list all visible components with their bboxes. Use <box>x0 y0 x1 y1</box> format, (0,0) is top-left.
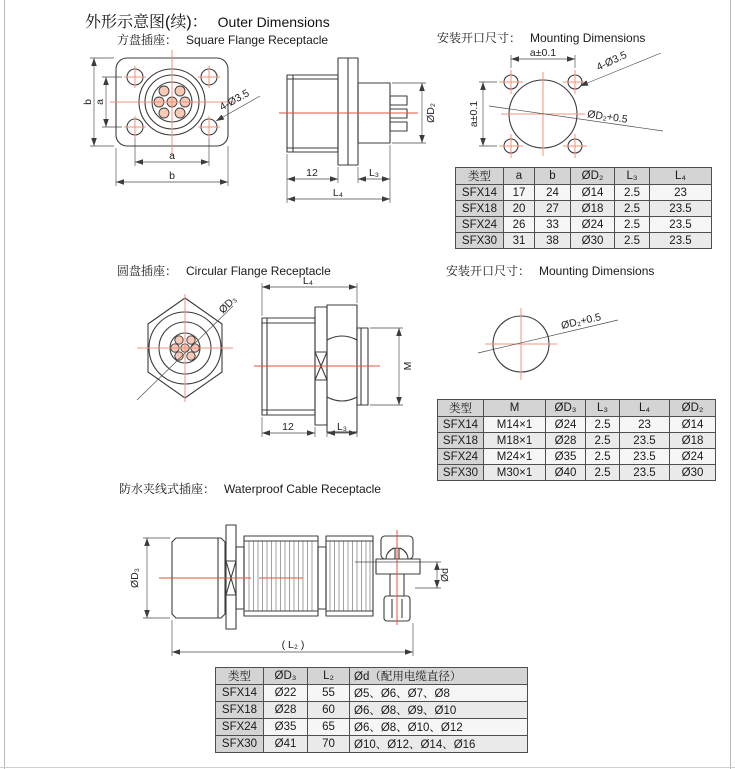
column-header: L₃ <box>586 400 620 417</box>
page-bottom-border <box>0 767 735 768</box>
table-cell: M30×1 <box>484 465 546 481</box>
table-cell: Ø28 <box>264 702 308 719</box>
row-header-cell: SFX24 <box>216 719 264 736</box>
dim-label-a-top: a±0.1 <box>529 47 557 59</box>
table-cell: 23.5 <box>650 217 712 233</box>
dim-label-a-bottom: a <box>169 150 175 162</box>
mounting1-label-en: Mounting Dimensions <box>530 31 646 45</box>
table-cell: 2.5 <box>615 201 650 217</box>
table-cell: 38 <box>535 233 571 249</box>
dim-label-l3: L₃ <box>336 421 348 433</box>
table-cell: Ø35 <box>264 719 308 736</box>
dim-label-mounting-holes: 4-Ø3.5 <box>217 87 252 114</box>
table-row <box>456 233 712 249</box>
square-flange-label <box>117 31 328 48</box>
row-header-cell: SFX18 <box>438 433 484 449</box>
mounting2-label-zh: 安装开口尺寸： <box>446 264 531 278</box>
centerlines <box>485 308 557 380</box>
dim-label-d2: ØD₂+0.5 <box>559 311 603 332</box>
column-header: L₂ <box>308 668 350 685</box>
table-row <box>456 217 712 233</box>
table-cell: 2.5 <box>586 433 620 449</box>
row-header-cell: SFX18 <box>216 702 264 719</box>
column-header: ØD₃ <box>264 668 308 685</box>
table-cell: Ø28 <box>546 433 586 449</box>
table-cell: 23.5 <box>650 233 712 249</box>
dim-label-d2: ØD₂+0.5 <box>586 108 629 126</box>
square-flange-label-zh: 方盘插座： <box>117 33 178 47</box>
square-flange-label-en: Square Flange Receptacle <box>186 33 329 47</box>
table-cell: Ø22 <box>264 685 308 702</box>
row-header-cell: SFX30 <box>438 465 484 481</box>
page-title-en: Outer Dimensions <box>217 14 330 30</box>
row-header-cell: SFX18 <box>456 201 504 217</box>
table-cell: 23 <box>620 417 670 433</box>
row-header-cell: SFX30 <box>456 233 504 249</box>
table-cell: 20 <box>504 201 535 217</box>
dim-label-d2: ØD₂ <box>425 103 437 123</box>
column-header: Ød（配用电缆直径） <box>350 668 528 685</box>
dim-label-l3: L₃ <box>368 167 380 179</box>
table-cell: M14×1 <box>484 417 546 433</box>
table-cell: Ø35 <box>546 449 586 465</box>
column-header: b <box>535 168 571 185</box>
waterproof-label-zh: 防水夹线式插座： <box>119 482 216 496</box>
page-right-border <box>730 0 731 769</box>
column-header: ØD₂ <box>670 400 716 417</box>
row-header-cell: SFX14 <box>438 417 484 433</box>
table-cell: 27 <box>535 201 571 217</box>
table-cell: Ø18 <box>670 433 716 449</box>
table-cell: Ø14 <box>670 417 716 433</box>
mounting1-label <box>437 29 645 46</box>
table-cell: M18×1 <box>484 433 546 449</box>
dim-label-a-left: a±0.1 <box>468 100 480 128</box>
table-cell: Ø30 <box>571 233 615 249</box>
column-header: 类型 <box>216 668 264 685</box>
dim-label-a-left: a <box>94 99 106 105</box>
table-cell: Ø24 <box>546 417 586 433</box>
column-header: L₃ <box>615 168 650 185</box>
table-cell: Ø5、Ø6、Ø7、Ø8 <box>350 685 528 702</box>
table-cell: 2.5 <box>615 185 650 201</box>
table-cell: 33 <box>535 217 571 233</box>
table-cell: 2.5 <box>615 233 650 249</box>
mounting1-label-zh: 安装开口尺寸： <box>437 31 522 45</box>
dim-label-d3: ØD₃ <box>129 567 141 589</box>
table-row <box>456 201 712 217</box>
table-header-row <box>216 668 528 685</box>
mounting2-label <box>446 262 654 279</box>
circular-flange-front-drawing <box>133 286 258 414</box>
column-header: ØD₃ <box>546 400 586 417</box>
square-flange-side-drawing <box>272 50 460 220</box>
table-cell: 17 <box>504 185 535 201</box>
knurling <box>249 541 370 611</box>
waterproof-cable-drawing <box>123 503 458 668</box>
row-header-cell: SFX14 <box>216 685 264 702</box>
table-cell: 60 <box>308 702 350 719</box>
dim-label-mounting-holes: 4-Ø3.5 <box>594 49 629 74</box>
table-cell: 55 <box>308 685 350 702</box>
dim-label-l4: L₄ <box>302 275 314 287</box>
waterproof-label <box>119 480 381 497</box>
table-cell: 23 <box>650 185 712 201</box>
table-cell: 26 <box>504 217 535 233</box>
table-cell: 24 <box>535 185 571 201</box>
table-cell: Ø30 <box>670 465 716 481</box>
dim-label-d3: ØD₃ <box>216 293 240 317</box>
dim-label-b-bottom: b <box>169 170 175 182</box>
circular-mounting-table <box>437 399 716 481</box>
page-title <box>85 9 330 32</box>
table-row <box>438 449 716 465</box>
table-row <box>216 702 528 719</box>
row-header-cell: SFX24 <box>438 449 484 465</box>
column-header: 类型 <box>438 400 484 417</box>
table-header-row <box>438 400 716 417</box>
table-cell: Ø18 <box>571 201 615 217</box>
table-cell: Ø6、Ø8、Ø10、Ø12 <box>350 719 528 736</box>
table-row <box>456 185 712 201</box>
dim-label-b-left: b <box>82 99 94 105</box>
table-cell: 23.5 <box>620 465 670 481</box>
table-row <box>438 417 716 433</box>
table-cell: 2.5 <box>615 217 650 233</box>
square-flange-front-drawing <box>82 50 264 218</box>
circular-flange-label-en: Circular Flange Receptacle <box>186 264 331 278</box>
dim-label-12: 12 <box>282 421 294 433</box>
table-cell: 2.5 <box>586 465 620 481</box>
table-cell: Ø24 <box>571 217 615 233</box>
table-cell: 70 <box>308 736 350 753</box>
table-cell: Ø41 <box>264 736 308 753</box>
table-row <box>216 719 528 736</box>
mounting1-drawing <box>455 48 665 166</box>
table-cell: 2.5 <box>586 449 620 465</box>
table-header-row <box>456 168 712 185</box>
table-cell: 23.5 <box>620 449 670 465</box>
dim-label-m: M <box>402 361 414 371</box>
mounting2-label-en: Mounting Dimensions <box>539 264 655 278</box>
waterproof-table <box>215 667 528 753</box>
dim-label-l4: L₄ <box>332 187 344 199</box>
column-header: a <box>504 168 535 185</box>
table-row <box>438 433 716 449</box>
circular-flange-side-drawing <box>250 276 440 448</box>
table-row <box>216 736 528 753</box>
square-mounting-table <box>455 167 712 249</box>
row-header-cell: SFX30 <box>216 736 264 753</box>
table-cell: Ø10、Ø12、Ø14、Ø16 <box>350 736 528 753</box>
table-row <box>438 465 716 481</box>
table-cell: Ø14 <box>571 185 615 201</box>
table-cell: 23.5 <box>620 433 670 449</box>
page-left-border <box>4 0 5 769</box>
column-header: ØD₂ <box>571 168 615 185</box>
dim-label-d: Ød <box>439 567 451 583</box>
column-header: L₄ <box>650 168 712 185</box>
table-cell: Ø24 <box>670 449 716 465</box>
table-cell: Ø6、Ø8、Ø9、Ø10 <box>350 702 528 719</box>
table-row <box>216 685 528 702</box>
dim-label-l2: ( L₂ ) <box>281 639 305 651</box>
page-title-zh: 外形示意图(续)： <box>85 14 208 31</box>
waterproof-label-en: Waterproof Cable Receptacle <box>224 482 381 496</box>
circular-flange-label-zh: 圆盘插座： <box>117 264 178 278</box>
table-cell: 23.5 <box>650 201 712 217</box>
table-cell: M24×1 <box>484 449 546 465</box>
table-cell: 2.5 <box>586 417 620 433</box>
column-header: L₄ <box>620 400 670 417</box>
dim-label-12: 12 <box>306 167 318 179</box>
column-header: 类型 <box>456 168 504 185</box>
row-header-cell: SFX14 <box>456 185 504 201</box>
centerlines <box>110 50 234 156</box>
table-cell: 65 <box>308 719 350 736</box>
table-cell: Ø40 <box>546 465 586 481</box>
row-header-cell: SFX24 <box>456 217 504 233</box>
table-cell: 31 <box>504 233 535 249</box>
mounting2-drawing <box>468 298 663 398</box>
column-header: M <box>484 400 546 417</box>
